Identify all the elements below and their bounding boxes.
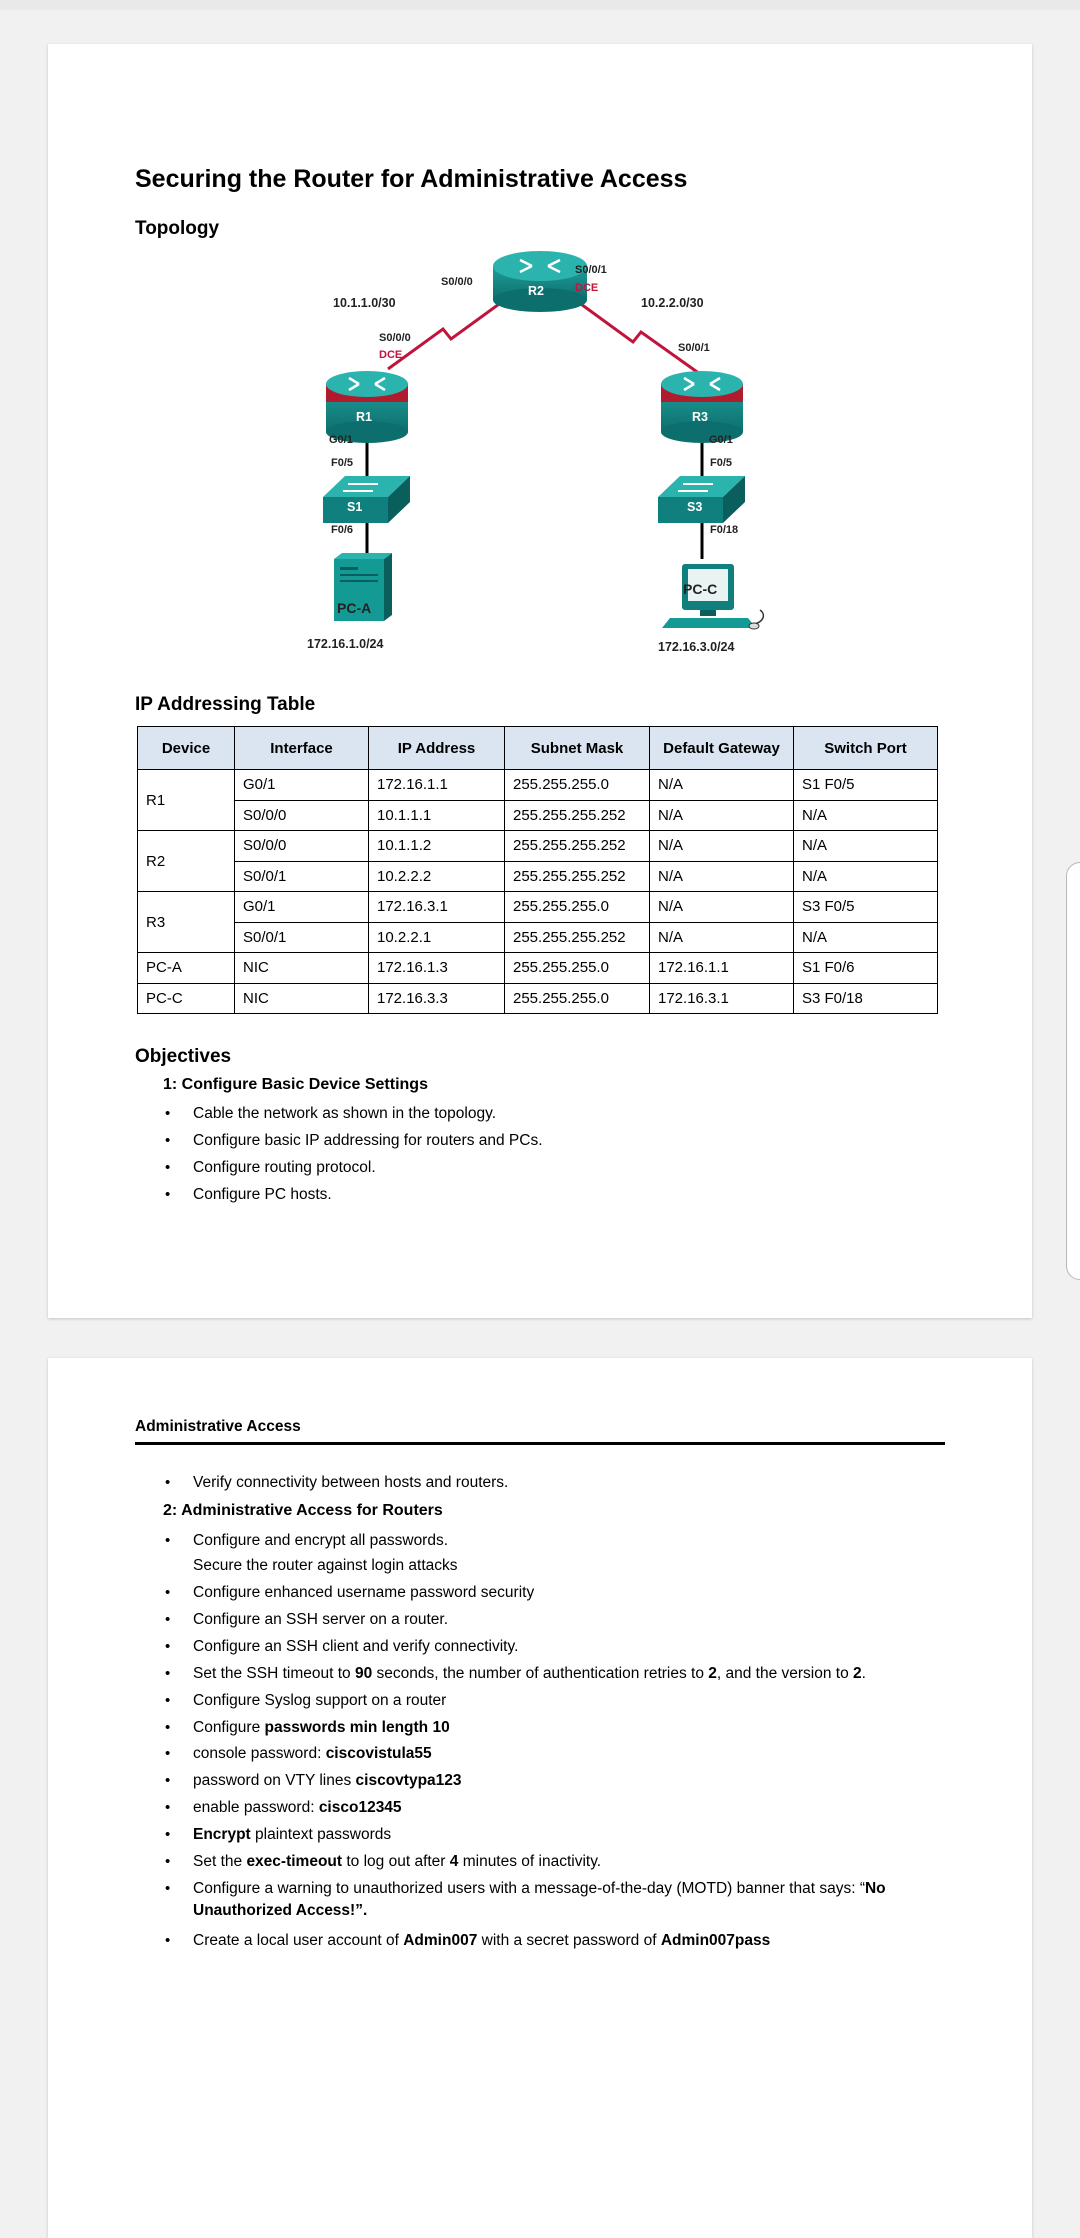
cell: G0/1 <box>235 770 369 801</box>
r1-g01-label: G0/1 <box>329 434 353 446</box>
cell: 255.255.255.252 <box>505 922 650 953</box>
cell: N/A <box>650 800 794 831</box>
cell: N/A <box>794 831 938 862</box>
router-r1-icon <box>326 371 408 443</box>
r2-s000-label: S0/0/0 <box>441 276 473 288</box>
document-page-1: Securing the Router for Administrative Access Topology R2 S0/0/0 S0/0/1 DCE 10.1.1.0/30 10.2.2.0/30 S0/0/0 DCE R1 G0/1 F0/5 S1 F0/6 PC-A 172.16.1.0/24 S0/0/1 R3 G0/1 F0/5 S3 F0/18 PC-C 172.16.3.0/24 IP Addressing Table Device Interface IP Address Subnet Mask Default Gateway Switch Port R1 G0/1 172.16.1.1 255.255.255.0 N/A S1 F0/5 S0/0/0 10.1.1.1 255.255.255.252 N/A N/A R2 S0/0/0 10.1.1.2 255.255.255.252 N/A N/A S0/0/1 10.2.2.2 255.255.255.252 N/A N/A R3 G0/1 172.16.3.1 255.255.255.0 N/A S3 F0/5 S0/0/1 10.2.2.1 255.255.255.252 N/A N/A PC-A NIC 172.16.1.3 255.255.255.0 172.16.1.1 S1 F0/6 PC-C NIC 172.16.3.3 255.255.255.0 172.16.3.1 S3 F0/18 Objectives 1: Configure Basic Device Settings • Cable the network as shown in the topology. • Configure basic IP addressing for routers and PCs. • Configure routing protocol. • Configure PC hosts. <box>48 44 1032 1318</box>
col-subnet-mask: Subnet Mask <box>505 727 650 770</box>
cell: 255.255.255.0 <box>505 953 650 984</box>
cell-device: PC-A <box>138 953 235 984</box>
s1-f05-label: F0/5 <box>331 457 354 469</box>
cell: N/A <box>650 770 794 801</box>
list-item-continuation: Secure the router against login attacks <box>193 1557 458 1574</box>
switch-s1-icon <box>323 476 410 523</box>
cell: 172.16.3.1 <box>369 892 505 923</box>
cell: 10.2.2.1 <box>369 922 505 953</box>
cell: 255.255.255.0 <box>505 770 650 801</box>
table-row <box>138 861 938 892</box>
cell: 10.2.2.2 <box>369 861 505 892</box>
table-heading: IP Addressing Table <box>135 694 316 715</box>
cell-device: R3 <box>138 892 235 953</box>
table-row <box>138 983 938 1014</box>
serial-link-r2-r3 <box>574 299 700 374</box>
cell: N/A <box>794 861 938 892</box>
pcc-label: PC-C <box>683 581 718 597</box>
cell: S1 F0/5 <box>794 770 938 801</box>
cell: S0/0/1 <box>235 922 369 953</box>
s1-f06-label: F0/6 <box>331 524 354 536</box>
cell: N/A <box>650 861 794 892</box>
router-r2-icon <box>493 251 587 312</box>
cell: 255.255.255.252 <box>505 861 650 892</box>
cell: S0/0/1 <box>235 861 369 892</box>
s3-f05-label: F0/5 <box>710 457 733 469</box>
router-r3-icon <box>661 371 743 443</box>
s3-f018-label: F0/18 <box>710 524 739 536</box>
network-right-label: 10.2.2.0/30 <box>641 296 704 310</box>
r2-s001-label: S0/0/1 <box>575 264 607 276</box>
cell: NIC <box>235 983 369 1014</box>
col-ip-address: IP Address <box>369 727 505 770</box>
network-left-label: 10.1.1.0/30 <box>333 296 396 310</box>
objectives-heading: Objectives <box>135 1046 232 1067</box>
table-row <box>138 770 938 801</box>
cell-device: R1 <box>138 770 235 831</box>
table-row <box>138 922 938 953</box>
topology-heading: Topology <box>135 218 220 239</box>
cell: G0/1 <box>235 892 369 923</box>
s1-label: S1 <box>347 500 363 514</box>
r1-dce-label: DCE <box>379 349 403 361</box>
s3-label: S3 <box>687 500 703 514</box>
r2-dce-label: DCE <box>575 282 599 294</box>
document-page-2: Administrative Access • Verify connectivity between hosts and routers. 2: Administrative Access for Routers • Configure and encrypt all passwords. Secure the router against login attacks • Configure enhanced username password security • Configure an SSH server on a router. • Configure an SSH client and verify connectivity. • Set the SSH timeout to 90 seconds, the number of authentication retries to 2, and the version to 2. • Configure Syslog support on a router • Configure passwords min length 10 • console password: ciscovistula55 • password on VTY lines ciscovtypa123 • enable password: cisco12345 • Encrypt plaintext passwords • Set the exec-timeout to log out after 4 minutes of inactivity. • Configure a warning to unauthorized users with a message-of-the-day (MOTD) banner that says: “No Unauthorized Access!”. • Create a local user account of Admin007 with a secret password of Admin007pass <box>48 1358 1032 2238</box>
table-row <box>138 831 938 862</box>
cell: 255.255.255.252 <box>505 800 650 831</box>
table-row <box>138 800 938 831</box>
cell: 172.16.1.3 <box>369 953 505 984</box>
col-interface: Interface <box>235 727 369 770</box>
topology-diagram <box>48 44 1032 684</box>
page-title: Securing the Router for Administrative Access <box>135 165 688 193</box>
col-device: Device <box>138 727 235 770</box>
cell-device: PC-C <box>138 983 235 1014</box>
cell: 255.255.255.0 <box>505 983 650 1014</box>
cell: S0/0/0 <box>235 831 369 862</box>
cell: 10.1.1.1 <box>369 800 505 831</box>
cell: 255.255.255.252 <box>505 831 650 862</box>
cell: N/A <box>650 831 794 862</box>
table-row <box>138 953 938 984</box>
cell-device: R2 <box>138 831 235 892</box>
col-default-gateway: Default Gateway <box>650 727 794 770</box>
cell: N/A <box>794 800 938 831</box>
cell: S1 F0/6 <box>794 953 938 984</box>
r3-s001-label: S0/0/1 <box>678 342 710 354</box>
cell: 10.1.1.2 <box>369 831 505 862</box>
r3-g01-label: G0/1 <box>709 434 733 446</box>
table-header-row <box>138 727 938 770</box>
pca-label: PC-A <box>337 600 372 616</box>
part1-heading: 1: Configure Basic Device Settings <box>163 1076 428 1093</box>
side-scroll-handle[interactable] <box>1066 862 1080 1280</box>
cell: N/A <box>650 892 794 923</box>
cell: 172.16.3.1 <box>650 983 794 1014</box>
r1-s000-label: S0/0/0 <box>379 332 411 344</box>
cell: S0/0/0 <box>235 800 369 831</box>
cell: 172.16.3.3 <box>369 983 505 1014</box>
cell: 172.16.1.1 <box>369 770 505 801</box>
r1-label: R1 <box>356 410 372 424</box>
ip-addressing-table <box>137 726 938 1014</box>
header-rule <box>135 1442 945 1445</box>
r2-label: R2 <box>528 284 544 298</box>
cell: S3 F0/5 <box>794 892 938 923</box>
cell: 172.16.1.1 <box>650 953 794 984</box>
cell: NIC <box>235 953 369 984</box>
cell: N/A <box>650 922 794 953</box>
cell: S3 F0/18 <box>794 983 938 1014</box>
table-row <box>138 892 938 923</box>
page-header: Administrative Access <box>135 1418 301 1435</box>
lan3-label: 172.16.3.0/24 <box>658 640 735 654</box>
col-switch-port: Switch Port <box>794 727 938 770</box>
cell: 255.255.255.0 <box>505 892 650 923</box>
r3-label: R3 <box>692 410 708 424</box>
cell: N/A <box>794 922 938 953</box>
top-bar <box>0 0 1080 10</box>
lan1-label: 172.16.1.0/24 <box>307 637 384 651</box>
part2-heading: 2: Administrative Access for Routers <box>163 1502 443 1519</box>
list-item-continuation: Unauthorized Access!”. <box>193 1902 368 1919</box>
